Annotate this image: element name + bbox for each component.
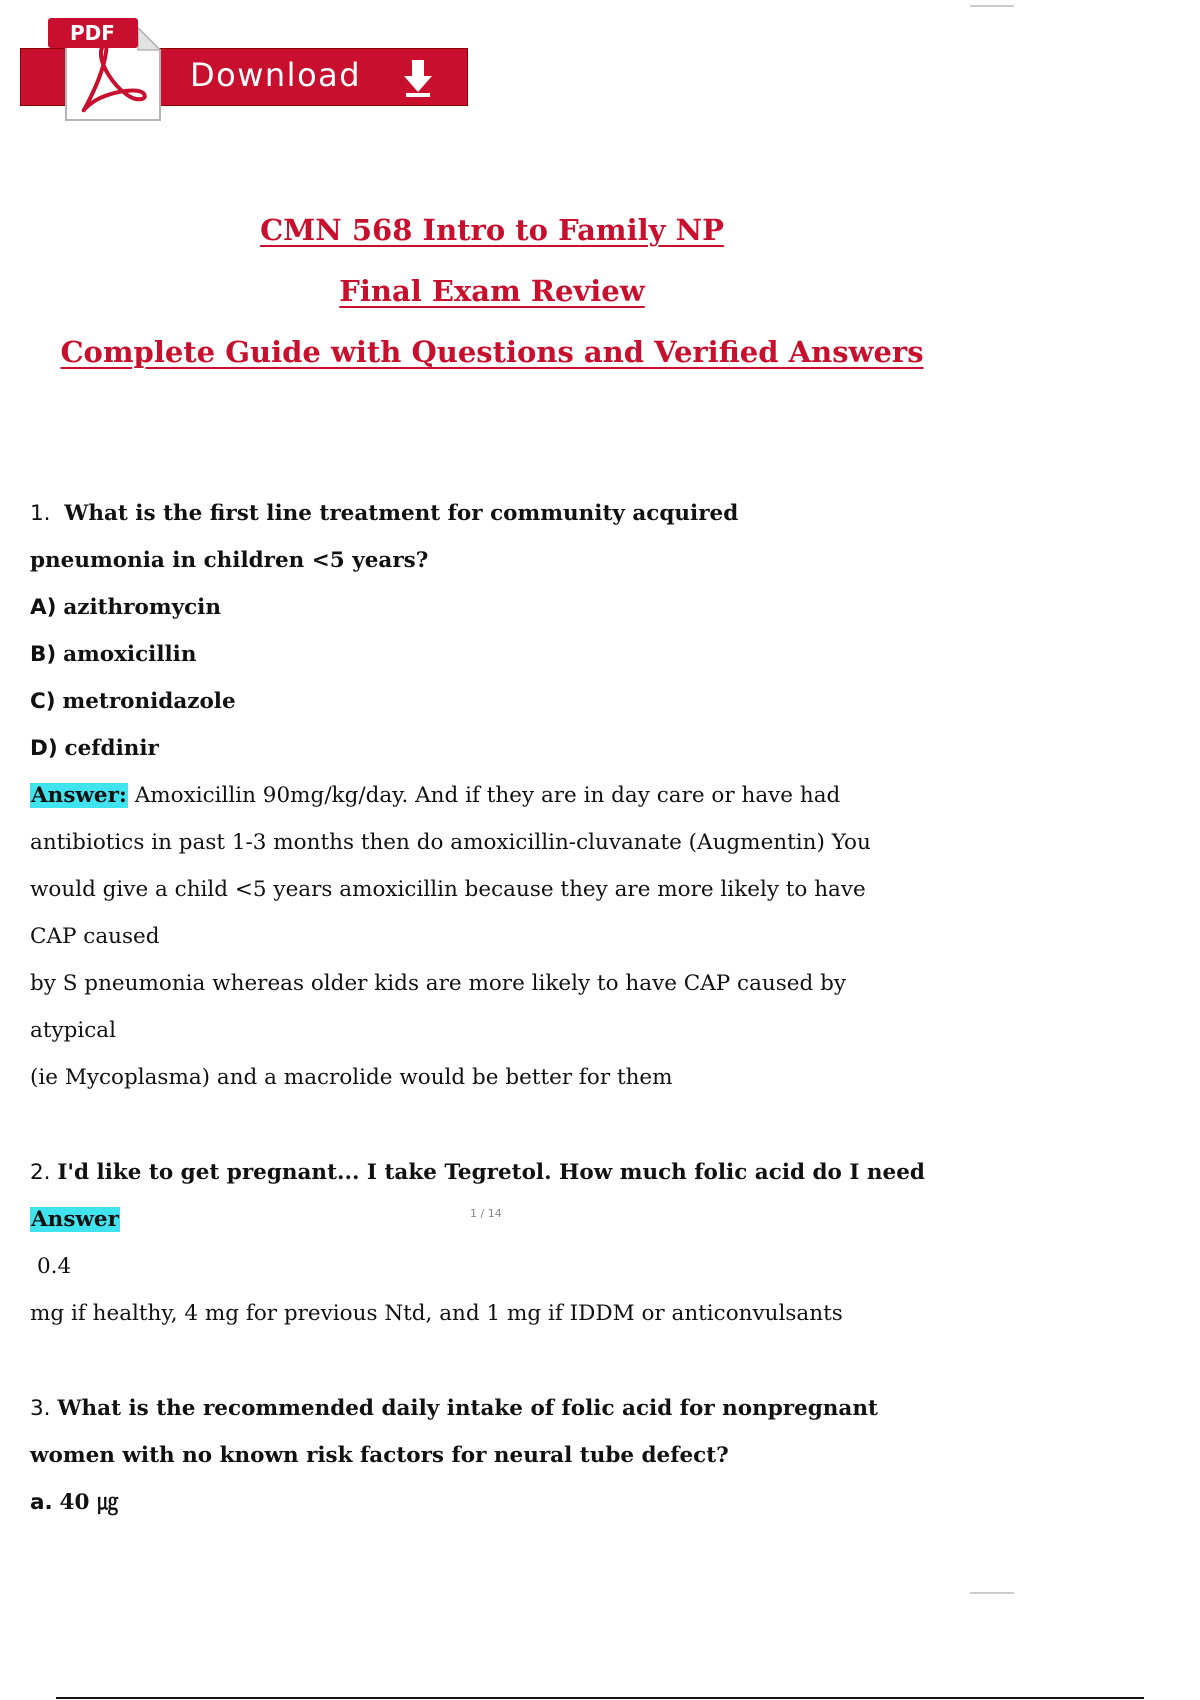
title-course: CMN 568 Intro to Family NP bbox=[260, 213, 724, 247]
download-banner[interactable] bbox=[20, 10, 470, 120]
spacer bbox=[30, 1101, 950, 1149]
option-letter: B) bbox=[30, 642, 57, 667]
q3-question-part-2: women with no known risk factors for neural tube defect? bbox=[30, 1443, 729, 1468]
q1-answer-line-7: (ie Mycoplasma) and a macrolide would be better for them bbox=[30, 1065, 673, 1090]
option-text: metronidazole bbox=[62, 689, 236, 714]
document-title bbox=[0, 212, 984, 395]
option-text: azithromycin bbox=[63, 595, 221, 620]
q2-answer-text: mg if healthy, 4 mg for previous Ntd, and 1 mg if IDDM or anticonvulsants bbox=[30, 1301, 843, 1326]
q2-number: 2. bbox=[30, 1160, 51, 1185]
answer-text: Amoxicillin 90mg/kg/day. And if they are in day care or have had bbox=[134, 783, 841, 808]
q1-number: 1. bbox=[30, 501, 51, 526]
option-letter: a. bbox=[30, 1490, 53, 1515]
pdf-file-icon bbox=[48, 18, 164, 122]
q1-answer-line-6: atypical bbox=[30, 1018, 116, 1043]
q1-answer-line-1 bbox=[30, 772, 950, 819]
option-text: 40 ㎍ bbox=[59, 1490, 119, 1515]
title-line-2 bbox=[0, 273, 984, 334]
title-exam: Final Exam Review bbox=[339, 274, 645, 308]
document-body bbox=[30, 490, 950, 1526]
footer-rule bbox=[56, 1697, 1144, 1699]
option-letter: C) bbox=[30, 689, 56, 714]
q1-answer-line-4: CAP caused bbox=[30, 924, 160, 949]
q3-question-part-1: What is the recommended daily intake of folic acid for nonpregnant bbox=[57, 1396, 878, 1421]
q1-question-part-2: pneumonia in children <5 years? bbox=[30, 548, 429, 573]
q3-option-a bbox=[30, 1479, 950, 1526]
title-guide: Complete Guide with Questions and Verified Answers bbox=[60, 335, 924, 369]
option-letter: A) bbox=[30, 595, 57, 620]
option-letter: D) bbox=[30, 736, 58, 761]
q2-question: I'd like to get pregnant... I take Tegretol. How much folic acid do I need bbox=[57, 1160, 925, 1185]
option-text: amoxicillin bbox=[63, 642, 197, 667]
spacer bbox=[30, 1337, 950, 1385]
pdf-tag: PDF bbox=[48, 18, 138, 48]
q2-answer-value: 0.4 bbox=[37, 1254, 72, 1279]
q1-option-d bbox=[30, 725, 950, 772]
q1-answer-line-5: by S pneumonia whereas older kids are more likely to have CAP caused by bbox=[30, 971, 847, 996]
q1-answer-line-2: antibiotics in past 1-3 months then do amoxicillin-cluvanate (Augmentin) You bbox=[30, 830, 871, 855]
title-line-3 bbox=[0, 334, 984, 395]
answer-label: Answer: bbox=[31, 783, 127, 808]
bottom-divider bbox=[970, 1592, 1014, 1594]
q1-question-part-1: What is the first line treatment for community acquired bbox=[64, 501, 739, 526]
q1-option-b bbox=[30, 631, 950, 678]
option-text: cefdinir bbox=[64, 736, 159, 761]
q1-option-a bbox=[30, 584, 950, 631]
q2-line-1 bbox=[30, 1149, 950, 1196]
download-label[interactable]: Download bbox=[190, 56, 362, 94]
q1-line-1 bbox=[30, 490, 950, 537]
q1-answer-line-3: would give a child <5 years amoxicillin because they are more likely to have bbox=[30, 877, 866, 902]
download-arrow-icon[interactable] bbox=[400, 58, 436, 98]
q3-line-1 bbox=[30, 1385, 950, 1432]
top-divider bbox=[970, 5, 1014, 7]
title-line-1 bbox=[0, 212, 984, 273]
answer-label: Answer bbox=[31, 1207, 119, 1232]
q3-number: 3. bbox=[30, 1396, 51, 1421]
page-indicator: 1 / 14 bbox=[470, 1207, 502, 1220]
q1-option-c bbox=[30, 678, 950, 725]
